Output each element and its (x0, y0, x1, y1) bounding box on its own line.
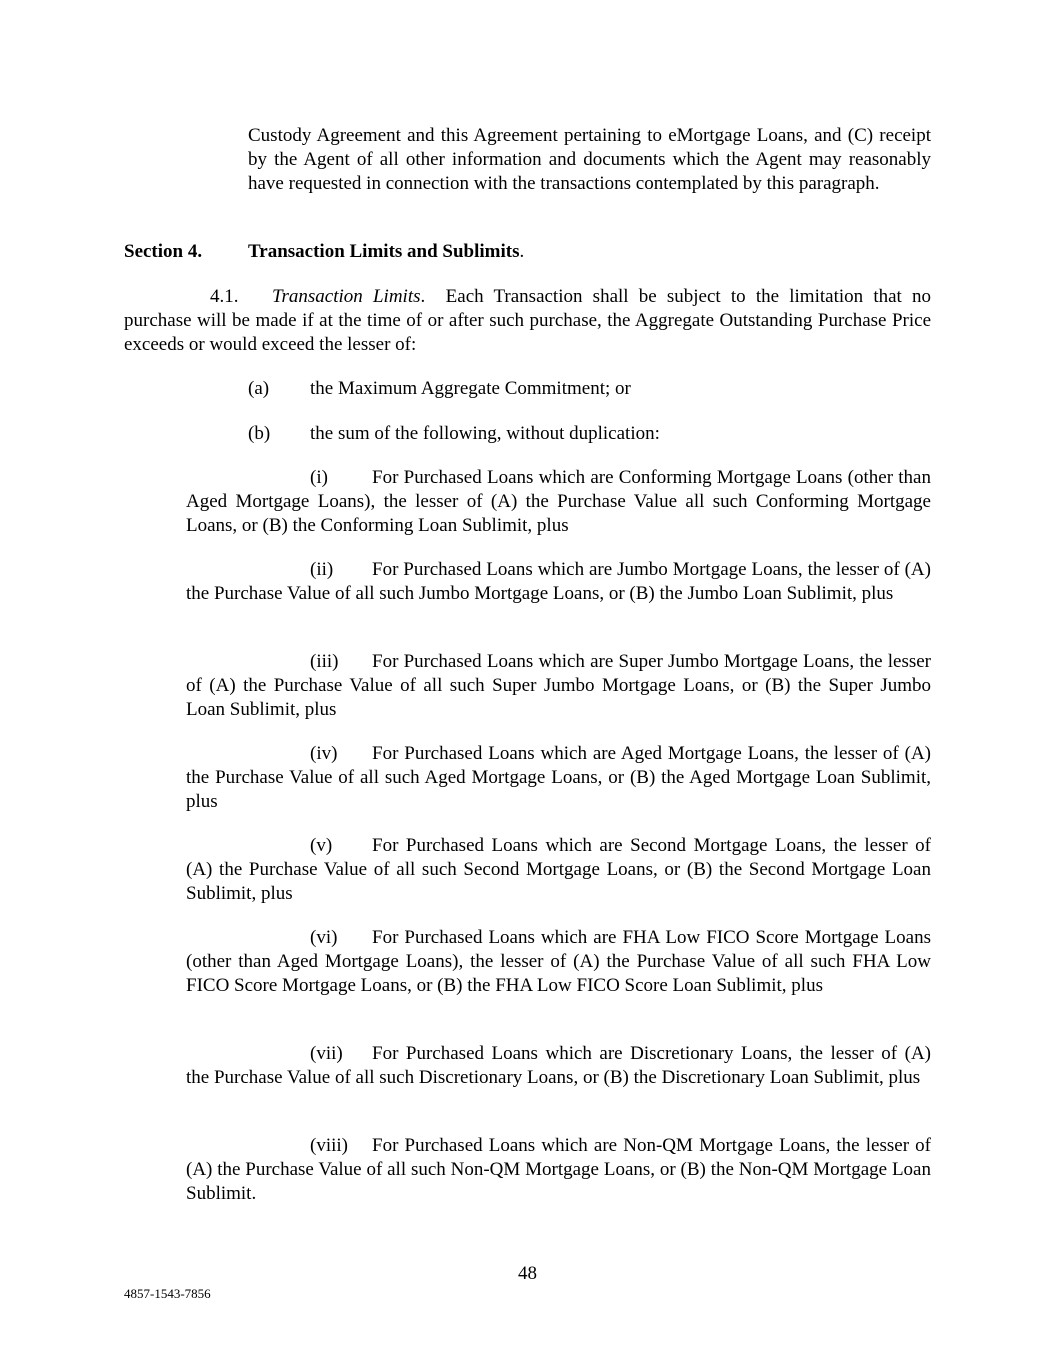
intro-paragraph: Custody Agreement and this Agreement pertaining to eMortgage Loans, and (C) receipt by the Agent of all other information and documents which the Agent may reasonably have requested in connection with the transactions contemplated by this paragraph. (248, 125, 931, 194)
section-title-period: . (519, 241, 525, 262)
clause-text: the sum of the following, without duplication: (310, 423, 660, 444)
subclause-text: For Purchased Loans which are Second Mortgage Loans, the lesser of (A) the Purchase Value of all such Second Mortgage Loans, or (B) the Second Mortgage Loan Sublimit, plus (186, 835, 931, 904)
subclause-text: For Purchased Loans which are Non-QM Mortgage Loans, the lesser of (A) the Purchase Value of all such Non-QM Mortgage Loans, or (B) the Non-QM Mortgage Loan Sublimit. (186, 1135, 931, 1204)
subclause-text: For Purchased Loans which are Aged Mortgage Loans, the lesser of (A) the Purchase Value of all such Aged Mortgage Loans, or (B) the Aged Mortgage Loan Sublimit, plus (186, 743, 931, 812)
subclause-label: (i) (310, 467, 328, 488)
subclause-v (186, 834, 931, 906)
section-title: Transaction Limits and Sublimits (248, 241, 520, 262)
clause-label: (a) (248, 378, 270, 399)
paragraph-heading: Transaction Limits (272, 286, 421, 307)
subclause-label: (viii) (310, 1135, 348, 1156)
clause-text: the Maximum Aggregate Commitment; or (310, 378, 631, 399)
clause-label: (b) (248, 423, 271, 444)
subclause-iii (186, 650, 931, 722)
paragraph-number: 4.1. (210, 286, 239, 307)
subclause-label: (iv) (310, 743, 338, 764)
subclause-vii (186, 1042, 931, 1090)
subclause-label: (iii) (310, 651, 339, 672)
subclause-iv (186, 742, 931, 814)
clause-a (248, 377, 931, 401)
paragraph-4-1-indent (124, 285, 272, 309)
subclause-ii (186, 558, 931, 606)
section-number: Section 4. (124, 241, 203, 262)
subclause-i (186, 466, 931, 538)
subclause-label: (ii) (310, 559, 334, 580)
paragraph-text: Each Transaction shall be subject to the limitation that no purchase will be made if at the time of or after such purchase, the Aggregate Outstanding Purchase Price exceeds or would exceed the lesser of: (124, 286, 932, 355)
subclause-vi (186, 926, 931, 998)
subclause-text: For Purchased Loans which are Jumbo Mortgage Loans, the lesser of (A) the Purchase Value of all such Jumbo Mortgage Loans, or (B) the Jumbo Loan Sublimit, plus (186, 559, 931, 604)
subclause-label: (vii) (310, 1043, 343, 1064)
subclause-viii (186, 1134, 931, 1206)
subclause-text: For Purchased Loans which are Discretionary Loans, the lesser of (A) the Purchase Value of all such Discretionary Loans, or (B) the Discretionary Loan Sublimit, plus (186, 1043, 931, 1088)
subclause-text: For Purchased Loans which are FHA Low FICO Score Mortgage Loans (other than Aged Mortgage Loans), the lesser of (A) the Purchase Value of all such FHA Low FICO Score Mortgage Loans, or (B) the FHA Low FICO Score Loan Sublimit, plus (186, 927, 931, 996)
document-id: 4857-1543-7856 (124, 1286, 211, 1301)
subclause-text: For Purchased Loans which are Conforming Mortgage Loans (other than Aged Mortgage Loans), the lesser of (A) the Purchase Value all such Conforming Mortgage Loans, or (B) the Conforming Loan Sublimit, plus (186, 467, 931, 536)
paragraph-4-1 (124, 285, 931, 357)
paragraph-heading-period: . (420, 286, 426, 307)
subclause-label: (v) (310, 835, 333, 856)
subclause-label: (vi) (310, 927, 338, 948)
subclause-text: For Purchased Loans which are Super Jumbo Mortgage Loans, the lesser of (A) the Purchase Value of all such Super Jumbo Mortgage Loans, or (B) the Super Jumbo Loan Sublimit, plus (186, 651, 931, 720)
section-heading (124, 240, 931, 264)
page-number: 48 (518, 1263, 537, 1284)
clause-b (248, 422, 931, 446)
